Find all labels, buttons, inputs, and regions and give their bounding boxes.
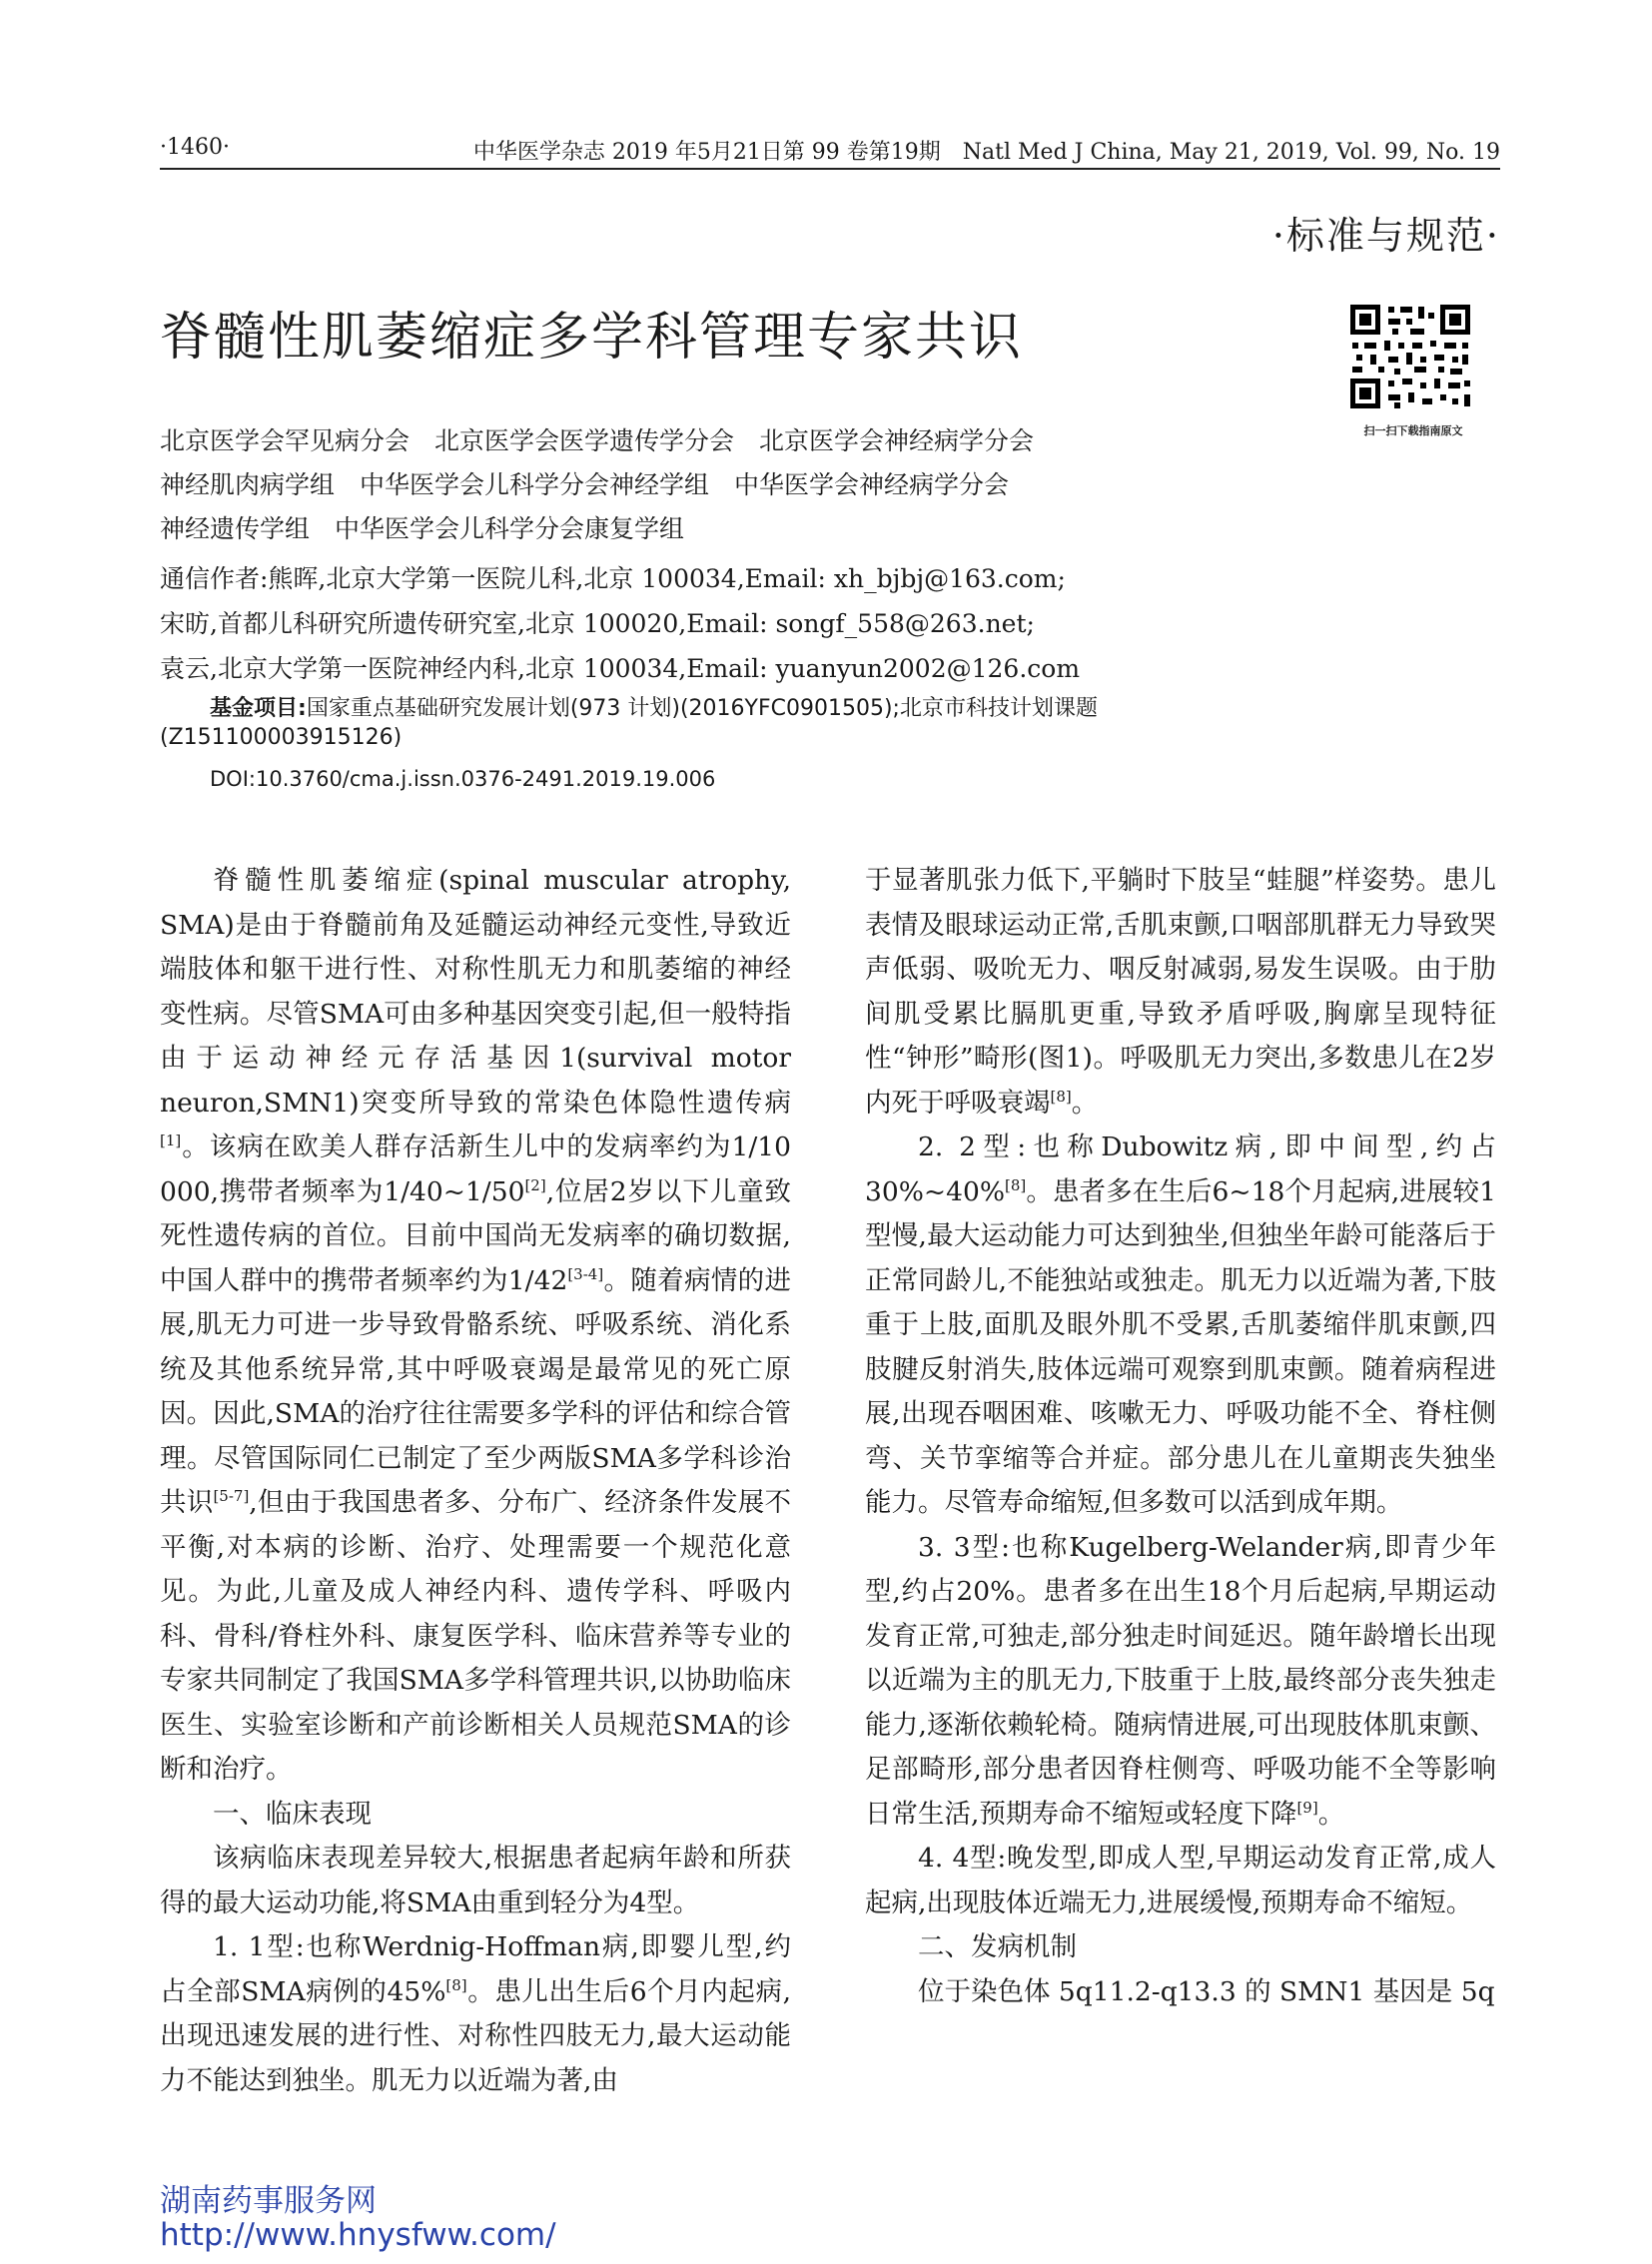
paragraph: 于显著肌张力低下,平躺时下肢呈“蛙腿”样姿势。患儿表情及眼球运动正常,舌肌束颤,口咽部肌群无力导致哭声低弱、吸吮无力、咽反射减弱,易发生误吸。由于肋间肌受累比膈肌更重,导致矛盾呼吸,胸廓呈现特征性“钟形”畸形(图1)。呼吸肌无力突出,多数患儿在2岁内死于呼吸衰竭[8]。: [865, 865, 1496, 1119]
citation-ref[interactable]: [5-7]: [213, 1487, 250, 1505]
author-line: 神经遗传学组 中华医学会儿科学分会康复学组: [160, 514, 685, 543]
watermark-url[interactable]: http://www.hnysfww.com/: [160, 2217, 556, 2253]
qr-code-icon[interactable]: [1348, 303, 1472, 410]
watermark-site-name: 湖南药事服务网: [160, 2183, 377, 2219]
citation-ref[interactable]: [8]: [1050, 1087, 1072, 1106]
journal-header: 中华医学杂志 2019 年5月21日第 99 卷第19期 Natl Med J China, May 21, 2019, Vol. 99, No. 19: [472, 140, 1500, 165]
correspondence-line: 通信作者:熊晖,北京大学第一医院儿科,北京 100034,Email: xh_bjbj@163.com;: [160, 564, 1066, 593]
section-tag: ·标准与规范·: [1271, 214, 1500, 258]
header-rule: [160, 168, 1500, 170]
paragraph: 脊髓性肌萎缩症(spinal muscular atrophy, SMA)是由于脊髓前角及延髓运动神经元变性,导致近端肢体和躯干进行性、对称性肌无力和肌萎缩的神经变性病。尽管SMA可由多种基因突变引起,但一般特指由于运动神经元存活基因1(survival motor neuron,SMN1)突变所导致的常染色体隐性遗传病[1]。该病在欧美人群存活新生儿中的发病率约为1/10 000,携带者频率为1/40~1/50[2],位居2岁以下儿童致死性遗传病的首位。目前中国尚无发病率的确切数据,中国人群中的携带者频率约为1/42[3-4]。随着病情的进展,肌无力可进一步导致骨骼系统、呼吸系统、消化系统及其他系统异常,其中呼吸衰竭是最常见的死亡原因。因此,SMA的治疗往往需要多学科的评估和综合管理。尽管国际同仁已制定了至少两版SMA多学科诊治共识[5-7],但由于我国患者多、分布广、经济条件发展不平衡,对本病的诊断、治疗、处理需要一个规范化意见。为此,儿童及成人神经内科、遗传学科、呼吸内科、骨科/脊柱外科、康复医学科、临床营养等专业的专家共同制定了我国SMA多学科管理共识,以协助临床医生、实验室诊断和产前诊断相关人员规范SMA的诊断和治疗。: [160, 865, 792, 1785]
qr-caption: 扫一扫下载指南原文: [1363, 424, 1463, 437]
citation-ref[interactable]: [3-4]: [567, 1264, 604, 1283]
citation-ref[interactable]: [2]: [524, 1175, 546, 1194]
funding-line-2: (Z151100003915126): [160, 725, 403, 750]
paragraph: 2. 2型:也称Dubowitz病,即中间型,约占30%~40%[8]。患者多在生后6~18个月起病,进展较1型慢,最大运动能力可达到独坐,但独坐年龄可能落后于正常同龄儿,不能独站或独走。肌无力以近端为著,下肢重于上肢,面肌及眼外肌不受累,舌肌萎缩伴肌束颤,四肢腱反射消失,肢体远端可观察到肌束颤。随着病程进展,出现吞咽困难、咳嗽无力、呼吸功能不全、脊柱侧弯、关节挛缩等合并症。部分患儿在儿童期丧失独坐能力。尽管寿命缩短,但多数可以活到成年期。: [865, 1132, 1496, 1518]
body-column-right: [865, 859, 1496, 2014]
paragraph: 4. 4型:晚发型,即成人型,早期运动发育正常,成人起病,出现肢体近端无力,进展缓慢,预期寿命不缩短。: [865, 1843, 1496, 1918]
paragraph: 1. 1型:也称Werdnig-Hoffman病,即婴儿型,约占全部SMA病例的45%[8]。患儿出生后6个月内起病,出现迅速发展的进行性、对称性四肢无力,最大运动能力不能达到独坐。肌无力以近端为著,由: [160, 1931, 791, 2096]
page-number: ·1460·: [160, 135, 230, 160]
paragraph: 3. 3型:也称Kugelberg-Welander病,即青少年型,约占20%。患者多在出生18个月后起病,早期运动发育正常,可独走,部分独走时间延迟。随年龄增长出现以近端为主的肌无力,下肢重于上肢,最终部分丧失独走能力,逐渐依赖轮椅。随病情进展,可出现肢体肌束颤、足部畸形,部分患者因脊柱侧弯、呼吸功能不全等影响日常生活,预期寿命不缩短或轻度下降[9]。: [865, 1531, 1496, 1830]
body-column-left: [160, 859, 791, 2103]
author-line: 神经肌肉病学组 中华医学会儿科学分会神经学组 中华医学会神经病学分会: [160, 470, 1010, 499]
correspondence-line: 袁云,北京大学第一医院神经内科,北京 100034,Email: yuanyun2002@126.com: [160, 654, 1081, 683]
citation-ref[interactable]: [8]: [1005, 1175, 1027, 1194]
citation-ref[interactable]: [9]: [1296, 1798, 1318, 1817]
section-heading: 二、发病机制: [918, 1931, 1077, 1962]
funding-text: 国家重点基础研究发展计划(973 计划)(2016YFC0901505);北京市科技计划课题: [306, 696, 1098, 721]
article-title: 脊髓性肌萎缩症多学科管理专家共识: [160, 308, 1024, 368]
author-line: 北京医学会罕见病分会 北京医学会医学遗传学分会 北京医学会神经病学分会: [160, 426, 1035, 455]
doi: DOI:10.3760/cma.j.issn.0376-2491.2019.19.006: [210, 767, 716, 791]
paragraph: 位于染色体 5q11.2-q13.3 的 SMN1 基因是 5q: [918, 1975, 1495, 2007]
section-heading: 一、临床表现: [213, 1798, 372, 1830]
citation-ref[interactable]: [1]: [160, 1132, 182, 1149]
funding-line: [210, 691, 1098, 722]
paragraph: 该病临床表现差异较大,根据患者起病年龄和所获得的最大运动功能,将SMA由重到轻分为4型。: [160, 1843, 791, 1918]
funding-label: 基金项目:: [210, 696, 307, 721]
citation-ref[interactable]: [8]: [445, 1975, 467, 1994]
correspondence-line: 宋昉,首都儿科研究所遗传研究室,北京 100020,Email: songf_558@263.net;: [160, 609, 1035, 638]
